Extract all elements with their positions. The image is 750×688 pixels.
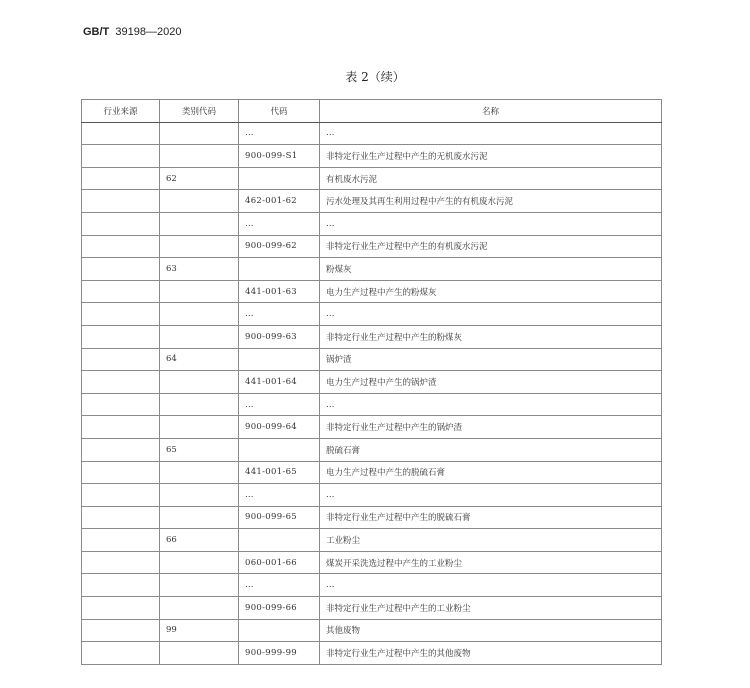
cell-name: … xyxy=(320,122,662,145)
cell-category xyxy=(160,416,239,439)
cell-code: 900-099-66 xyxy=(239,597,320,620)
cell-code: 900-099-S1 xyxy=(239,145,320,168)
cell-name: 脱硫石膏 xyxy=(320,438,662,461)
cell-name: … xyxy=(320,212,662,235)
cell-code: 441-001-64 xyxy=(239,371,320,394)
table-title: 表 2（续） xyxy=(345,70,405,84)
cell-industry xyxy=(82,529,160,552)
table-row xyxy=(82,461,662,484)
cell-category xyxy=(160,371,239,394)
table-row xyxy=(82,348,662,371)
cell-name: … xyxy=(320,484,662,507)
cell-name: 电力生产过程中产生的脱硫石膏 xyxy=(320,461,662,484)
table-row xyxy=(82,325,662,348)
table-row xyxy=(82,484,662,507)
cell-name: 非特定行业生产过程中产生的粉煤灰 xyxy=(320,325,662,348)
cell-code: 900-099-63 xyxy=(239,325,320,348)
cell-industry xyxy=(82,145,160,168)
cell-industry xyxy=(82,438,160,461)
cell-industry xyxy=(82,484,160,507)
table-row xyxy=(82,416,662,439)
cell-category: 65 xyxy=(160,438,239,461)
cell-code: 900-099-62 xyxy=(239,235,320,258)
cell-code: … xyxy=(239,122,320,145)
table-row xyxy=(82,145,662,168)
standard-prefix: GB/T xyxy=(83,26,110,38)
cell-code: 060-001-66 xyxy=(239,551,320,574)
cell-industry xyxy=(82,393,160,416)
cell-industry xyxy=(82,258,160,281)
cell-code: 900-099-64 xyxy=(239,416,320,439)
cell-code: … xyxy=(239,212,320,235)
cell-industry xyxy=(82,619,160,642)
cell-code xyxy=(239,619,320,642)
cell-category xyxy=(160,212,239,235)
table-row xyxy=(82,529,662,552)
table-row xyxy=(82,619,662,642)
table-row xyxy=(82,122,662,145)
cell-code xyxy=(239,529,320,552)
cell-category xyxy=(160,461,239,484)
table-row xyxy=(82,212,662,235)
table-row xyxy=(82,371,662,394)
table-body xyxy=(82,122,662,664)
cell-industry xyxy=(82,190,160,213)
cell-name: … xyxy=(320,393,662,416)
cell-category: 99 xyxy=(160,619,239,642)
cell-name: … xyxy=(320,574,662,597)
cell-industry xyxy=(82,235,160,258)
cell-industry xyxy=(82,597,160,620)
classification-table xyxy=(81,99,662,665)
cell-name: 电力生产过程中产生的粉煤灰 xyxy=(320,280,662,303)
cell-category xyxy=(160,280,239,303)
cell-category: 62 xyxy=(160,167,239,190)
cell-category xyxy=(160,597,239,620)
table-row xyxy=(82,642,662,665)
cell-category xyxy=(160,145,239,168)
cell-industry xyxy=(82,506,160,529)
cell-name: 非特定行业生产过程中产生的有机废水污泥 xyxy=(320,235,662,258)
cell-code: 441-001-63 xyxy=(239,280,320,303)
cell-category xyxy=(160,303,239,326)
cell-name: 煤炭开采洗选过程中产生的工业粉尘 xyxy=(320,551,662,574)
cell-code xyxy=(239,438,320,461)
table-row xyxy=(82,190,662,213)
cell-category xyxy=(160,551,239,574)
cell-category xyxy=(160,122,239,145)
table-row xyxy=(82,393,662,416)
cell-industry xyxy=(82,122,160,145)
table-row xyxy=(82,258,662,281)
cell-category xyxy=(160,642,239,665)
cell-industry xyxy=(82,574,160,597)
cell-code: … xyxy=(239,484,320,507)
standard-number: 39198—2020 xyxy=(115,26,182,38)
table-row xyxy=(82,551,662,574)
cell-code: 462-001-62 xyxy=(239,190,320,213)
column-header-category: 类别代码 xyxy=(160,100,239,123)
table-row xyxy=(82,280,662,303)
cell-industry xyxy=(82,348,160,371)
cell-industry xyxy=(82,642,160,665)
cell-code: 900-099-65 xyxy=(239,506,320,529)
cell-industry xyxy=(82,416,160,439)
column-header-name: 名称 xyxy=(320,100,662,123)
cell-name: 粉煤灰 xyxy=(320,258,662,281)
cell-name: 有机废水污泥 xyxy=(320,167,662,190)
cell-category xyxy=(160,393,239,416)
cell-industry xyxy=(82,325,160,348)
table-row xyxy=(82,303,662,326)
cell-code: 441-001-65 xyxy=(239,461,320,484)
cell-code: … xyxy=(239,303,320,326)
cell-code xyxy=(239,258,320,281)
cell-name: 非特定行业生产过程中产生的其他废物 xyxy=(320,642,662,665)
table-row xyxy=(82,506,662,529)
cell-category: 64 xyxy=(160,348,239,371)
cell-code xyxy=(239,348,320,371)
cell-name: 非特定行业生产过程中产生的无机废水污泥 xyxy=(320,145,662,168)
table-row xyxy=(82,438,662,461)
cell-category xyxy=(160,235,239,258)
cell-name: 锅炉渣 xyxy=(320,348,662,371)
table-row xyxy=(82,167,662,190)
column-header-code: 代码 xyxy=(239,100,320,123)
cell-industry xyxy=(82,461,160,484)
cell-category xyxy=(160,484,239,507)
cell-industry xyxy=(82,371,160,394)
cell-category: 66 xyxy=(160,529,239,552)
cell-code xyxy=(239,167,320,190)
table-row xyxy=(82,235,662,258)
cell-category xyxy=(160,325,239,348)
column-header-industry: 行业来源 xyxy=(82,100,160,123)
cell-code: … xyxy=(239,393,320,416)
cell-name: 电力生产过程中产生的锅炉渣 xyxy=(320,371,662,394)
cell-industry xyxy=(82,280,160,303)
cell-code: … xyxy=(239,574,320,597)
table-row xyxy=(82,597,662,620)
standard-identifier xyxy=(83,26,181,38)
cell-code: 900-999-99 xyxy=(239,642,320,665)
cell-category: 63 xyxy=(160,258,239,281)
cell-name: … xyxy=(320,303,662,326)
cell-name: 非特定行业生产过程中产生的工业粉尘 xyxy=(320,597,662,620)
cell-industry xyxy=(82,551,160,574)
cell-category xyxy=(160,574,239,597)
cell-category xyxy=(160,190,239,213)
cell-name: 非特定行业生产过程中产生的脱硫石膏 xyxy=(320,506,662,529)
cell-industry xyxy=(82,212,160,235)
cell-name: 其他废物 xyxy=(320,619,662,642)
cell-name: 工业粉尘 xyxy=(320,529,662,552)
cell-name: 非特定行业生产过程中产生的锅炉渣 xyxy=(320,416,662,439)
cell-industry xyxy=(82,167,160,190)
cell-name: 污水处理及其再生利用过程中产生的有机废水污泥 xyxy=(320,190,662,213)
cell-industry xyxy=(82,303,160,326)
cell-category xyxy=(160,506,239,529)
table-row xyxy=(82,574,662,597)
table-header-row xyxy=(82,100,662,123)
